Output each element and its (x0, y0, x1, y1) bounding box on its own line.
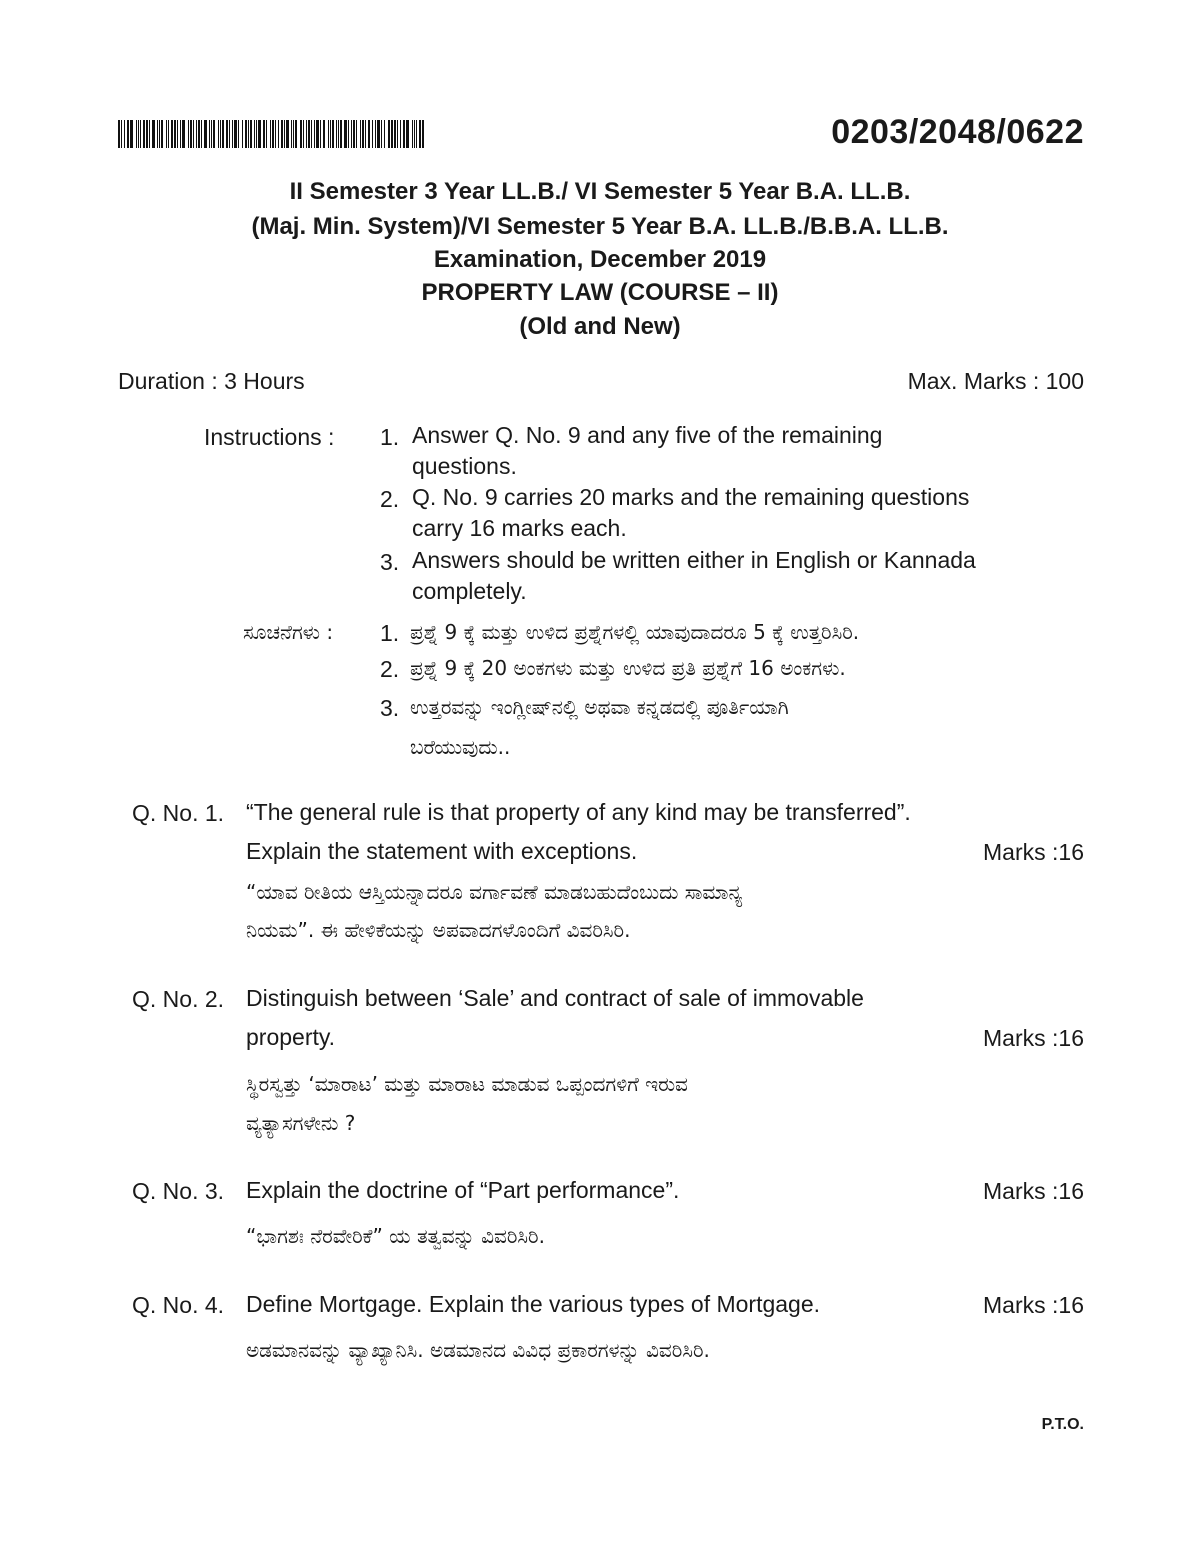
header-line-5: (Old and New) (519, 313, 681, 340)
header-line-2: (Maj. Min. System)/VI Semester 5 Year B.A. LL.B./B.B.A. LL.B. (251, 213, 949, 240)
question-number: Q. No. 3. (132, 1178, 225, 1204)
instruction-num: 1. (380, 424, 400, 450)
duration: Duration : 3 Hours (118, 368, 305, 394)
instruction-line: questions. (412, 453, 517, 479)
question-marks: Marks :16 (983, 839, 1084, 865)
kannada-instruction-num: 1. (380, 620, 400, 646)
question-marks: Marks :16 (983, 1292, 1084, 1318)
instruction-line: Answers should be written either in English or Kannada (412, 547, 976, 573)
kannada-instruction-line: ಉತ್ತರವನ್ನು ಇಂಗ್ಲೀಷ್‌ನಲ್ಲಿ ಅಥವಾ ಕನ್ನಡದಲ್ಲಿ ಪೂರ್ತಿಯಾಗಿ (410, 695, 789, 719)
question-number: Q. No. 2. (132, 986, 225, 1012)
header-line-3: Examination, December 2019 (433, 246, 767, 273)
question-line: Explain the doctrine of “Part performance”. (246, 1177, 680, 1203)
instruction-line: carry 16 marks each. (412, 515, 627, 541)
question-kannada: ವ್ಯತ್ಯಾಸಗಳೇನು ? (246, 1111, 356, 1135)
instruction-line: completely. (412, 578, 527, 604)
kannada-instruction-line: ಪ್ರಶ್ನೆ 9 ಕ್ಕೆ 20 ಅಂಕಗಳು ಮತ್ತು ಉಳಿದ ಪ್ರತಿ ಪ್ರಶ್ನೆಗೆ 16 ಅಂಕಗಳು. (410, 656, 846, 680)
instruction-num: 2. (380, 486, 400, 512)
paper-code: 0203/2048/0622 (831, 113, 1084, 151)
instructions-label: Instructions : (204, 424, 335, 450)
instruction-line: Q. No. 9 carries 20 marks and the remaining questions (412, 484, 970, 510)
question-line: Distinguish between ‘Sale’ and contract of sale of immovable (246, 985, 864, 1011)
question-kannada: “ಯಾವ ರೀತಿಯ ಆಸ್ತಿಯನ್ನಾದರೂ ವರ್ಗಾವಣೆ ಮಾಡಬಹುದೆಂಬುದು ಸಾಮಾನ್ಯ (246, 880, 743, 904)
question-kannada: ಸ್ಥಿರಸ್ವತ್ತು ‘ಮಾರಾಟ’ ಮತ್ತು ಮಾರಾಟ ಮಾಡುವ ಒಪ್ಪಂದಗಳಿಗೆ ಇರುವ (246, 1072, 688, 1096)
kannada-instruction-line: ಪ್ರಶ್ನೆ 9 ಕ್ಕೆ ಮತ್ತು ಉಳಿದ ಪ್ರಶ್ನೆಗಳಲ್ಲಿ ಯಾವುದಾದರೂ 5 ಕ್ಕೆ ಉತ್ತರಿಸಿರಿ. (410, 620, 860, 644)
question-line: “The general rule is that property of any kind may be transferred”. (246, 799, 911, 825)
question-marks: Marks :16 (983, 1025, 1084, 1051)
instruction-line: Answer Q. No. 9 and any five of the remaining (412, 422, 883, 448)
max-marks: Max. Marks : 100 (907, 368, 1084, 394)
kannada-instructions-label: ಸೂಚನೆಗಳು : (243, 620, 334, 644)
kannada-instruction-line: ಬರೆಯುವುದು.. (410, 735, 511, 759)
barcode (118, 120, 428, 148)
kannada-instruction-num: 3. (380, 695, 400, 721)
question-number: Q. No. 1. (132, 800, 225, 826)
question-marks: Marks :16 (983, 1178, 1084, 1204)
course-title: PROPERTY LAW (COURSE – II) (421, 279, 779, 306)
question-number: Q. No. 4. (132, 1292, 225, 1318)
question-line: Define Mortgage. Explain the various types of Mortgage. (246, 1291, 821, 1317)
kannada-instruction-num: 2. (380, 656, 400, 682)
instruction-num: 3. (380, 549, 400, 575)
question-kannada: ಅಡಮಾನವನ್ನು ವ್ಯಾಖ್ಯಾನಿಸಿ. ಅಡಮಾನದ ವಿವಿಧ ಪ್ರಕಾರಗಳನ್ನು ವಿವರಿಸಿರಿ. (246, 1338, 710, 1362)
question-kannada: “ಭಾಗಶಃ ನೆರವೇರಿಕೆ” ಯ ತತ್ವವನ್ನು ವಿವರಿಸಿರಿ. (246, 1224, 545, 1248)
question-kannada: ನಿಯಮ”. ಈ ಹೇಳಿಕೆಯನ್ನು ಅಪವಾದಗಳೊಂದಿಗೆ ವಿವರಿಸಿರಿ. (246, 918, 631, 942)
pto-label: P.T.O. (1041, 1416, 1084, 1433)
header-line-1: II Semester 3 Year LL.B./ VI Semester 5 Year B.A. LL.B. (289, 178, 911, 205)
barcode-gap (424, 120, 425, 148)
question-line: property. (246, 1024, 336, 1050)
question-line: Explain the statement with exceptions. (246, 838, 638, 864)
